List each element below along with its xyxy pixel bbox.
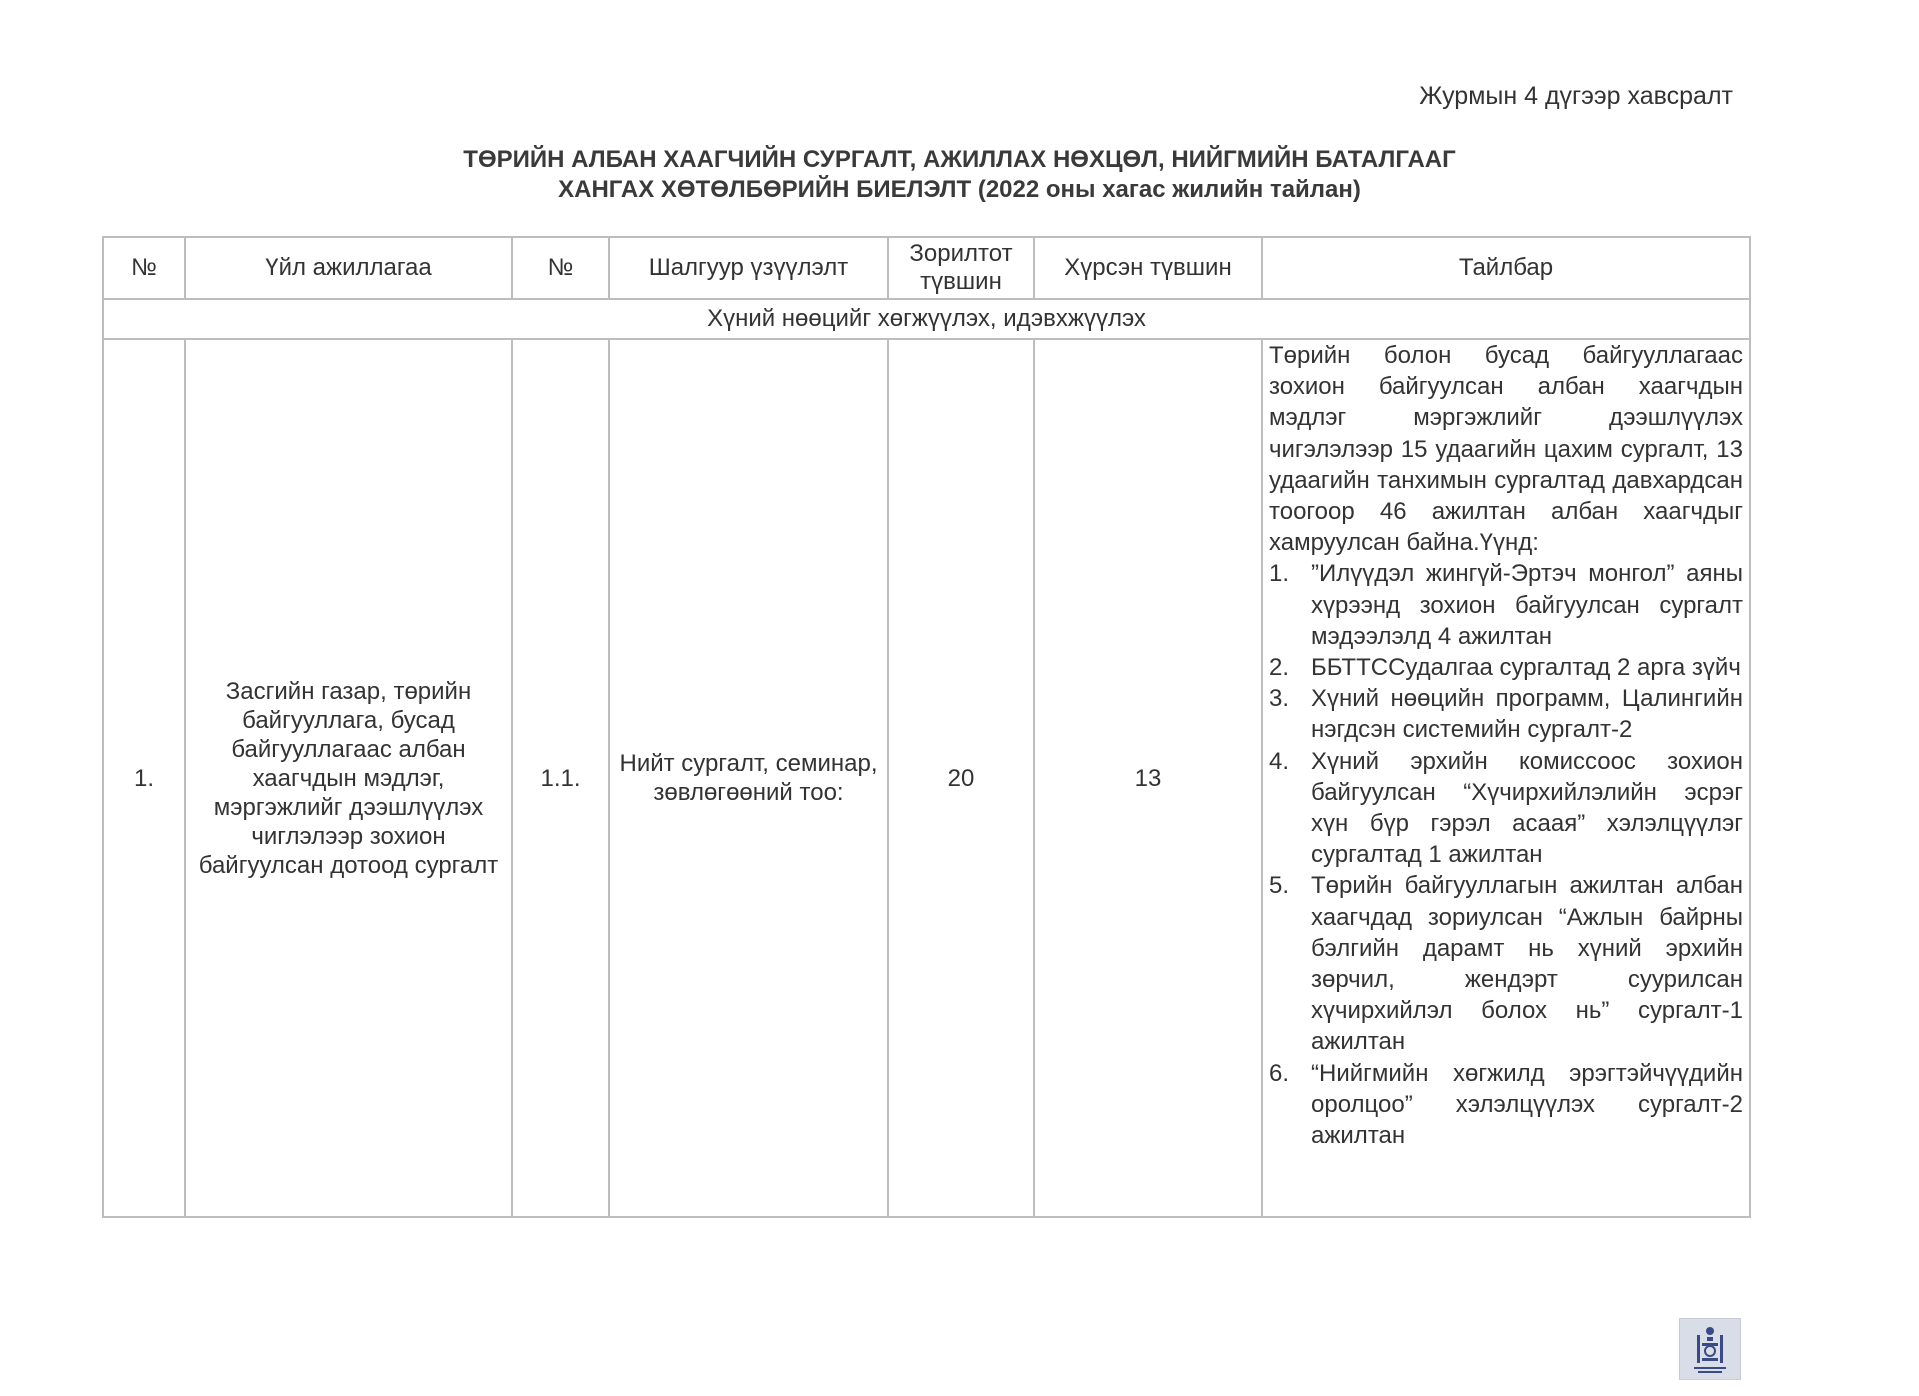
row-indicator: Нийт сургалт, семинар, зөвлөгөөний тоо:	[609, 339, 888, 1217]
col-header-indicator: Шалгуур үзүүлэлт	[609, 237, 888, 299]
col-header-note: Тайлбар	[1262, 237, 1750, 299]
col-header-achieved: Хүрсэн түвшин	[1034, 237, 1262, 299]
note-intro: Төрийн болон бусад байгууллагаас зохион байгуулсан албан хаагчдын мэдлэг мэргэжлийг дээшлүүлэх чигэлэлээр 15 удаагийн цахим сургалт, 13 удаагийн танхимын сургалтад давхардсан тоогоор 46 ажилтан албан хаагчдыг хамруулсан байна.Үүнд:	[1269, 342, 1743, 557]
annex-label: Журмын 4 дүгээр хавсралт	[1419, 82, 1733, 110]
list-item	[1269, 870, 1743, 1057]
row-num: 1.	[103, 339, 185, 1217]
list-item-number: 5.	[1269, 872, 1290, 900]
list-item-number: 6.	[1269, 1059, 1290, 1087]
col-header-sub-num: №	[512, 237, 609, 299]
section-title: Хүний нөөцийг хөгжүүлэх, идэвхжүүлэх	[103, 299, 1750, 339]
list-item-text: “Нийгмийн хөгжилд эрэгтэйчүүдийн оролцоо” хэлэлцүүлэх сургалт-2 ажилтан	[1311, 1059, 1743, 1150]
list-item-number: 1.	[1269, 560, 1290, 588]
list-item-text: ББТТССудалгаа сургалтад 2 арга зүйч	[1311, 654, 1741, 682]
table-header-row	[103, 237, 1750, 299]
list-item	[1269, 558, 1743, 652]
section-row	[103, 299, 1750, 339]
note-list	[1269, 558, 1743, 1151]
list-item-number: 4.	[1269, 747, 1290, 775]
title-line-1: ТӨРИЙН АЛБАН ХААГЧИЙН СУРГАЛТ, АЖИЛЛАХ НӨХЦӨЛ, НИЙГМИЙН БАТАЛГААГ	[463, 146, 1456, 173]
table-row	[103, 339, 1750, 1217]
row-achieved: 13	[1034, 339, 1262, 1217]
list-item	[1269, 652, 1743, 683]
list-item-text: Хүний нөөцийн программ, Цалингийн нэгдсэн системийн сургалт-2	[1311, 685, 1743, 744]
list-item-text: ”Илүүдэл жингүй-Эртэч монгол” аяны хүрээнд зохион байгуулсан сургалт мэдээлэлд 4 ажилтан	[1311, 560, 1743, 650]
list-item-text: Төрийн байгууллагын ажилтан албан хаагчдад зориулсан “Ажлын байрны бэлгийн дарамт нь хүний эрхийн зөрчил, жендэрт суурилсан хүчирхийлэл болох нь” сургалт-1 ажилтан	[1311, 872, 1743, 1056]
row-target: 20	[888, 339, 1034, 1217]
list-item-number: 2.	[1269, 654, 1290, 682]
col-header-num: №	[103, 237, 185, 299]
list-item	[1269, 1058, 1743, 1152]
row-sub-num: 1.1.	[512, 339, 609, 1217]
col-header-activity: Үйл ажиллагаа	[185, 237, 512, 299]
list-item-text: Хүний эрхийн комиссоос зохион байгуулсан “Хүчирхийлэлийн эсрэг хүн бүр гэрэл асаая” хэлэлцүүлэг сургалтад 1 ажилтан	[1311, 747, 1743, 869]
title-line-2: ХАНГАХ ХӨТӨЛБӨРИЙН БИЕЛЭЛТ (2022 оны хагас жилийн тайлан)	[558, 176, 1361, 203]
report-table	[102, 236, 1751, 1218]
list-item	[1269, 683, 1743, 745]
soyombo-icon	[1680, 1319, 1740, 1379]
page-title	[0, 145, 1919, 205]
government-emblem-icon	[1679, 1318, 1741, 1380]
col-header-target: Зорилтот түвшин	[888, 237, 1034, 299]
row-activity: Засгийн газар, төрийн байгууллага, бусад байгууллагаас албан хаагчдын мэдлэг, мэргэжлийг дээшлүүлэх чиглэлээр зохион байгуулсан дотоод сургалт	[185, 339, 512, 1217]
row-note	[1262, 339, 1750, 1217]
list-item-number: 3.	[1269, 685, 1290, 713]
list-item	[1269, 746, 1743, 871]
